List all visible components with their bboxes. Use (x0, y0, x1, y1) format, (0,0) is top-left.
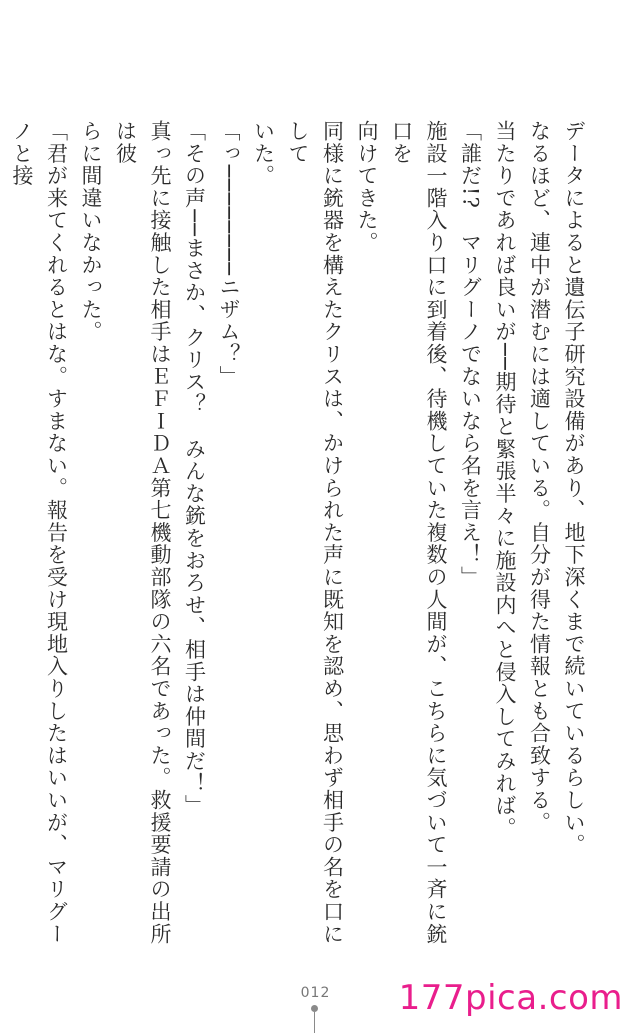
text-line: らに間違いなかった。 (79, 120, 103, 343)
page-number: 012 (300, 985, 331, 1001)
text-line: 「君が来てくれるとはな。すまない。報告を受け現地入りしたはいいが、マリグーノと接 (10, 120, 69, 946)
text-line: いた。 (251, 120, 276, 187)
page-marker-dot (311, 1005, 318, 1012)
text-line: 「その声──まさか、クリス？ みんな銃をおろせ、相手は仲間だ！」 (182, 120, 207, 817)
text-line: 「っ────────ニザム？」 (217, 120, 241, 388)
page-marker-rule (314, 1012, 315, 1033)
vertical-body-text (0, 120, 591, 950)
text-line: データによると遺伝子研究設備があり、地下深くまで続いているらしい。 (562, 120, 586, 856)
text-line: 向けてきた。 (355, 120, 379, 254)
site-watermark: 177pica.com (398, 978, 623, 1018)
text-line: 同様に銃器を構えたクリスは、かけられた声に既知を認め、思わず相手の名を口にして (286, 120, 345, 946)
text-line: 真っ先に接触した相手はＥＦＩＤＡ第七機動部隊の六名であった。救援要請の出所は彼 (113, 120, 172, 946)
text-line: 施設一階入り口に到着後、待機していた複数の人間が、こちらに気づいて一斉に銃口を (389, 120, 448, 946)
text-line: 「誰だ!? マリグーノでないなら名を言え！」 (458, 120, 483, 589)
text-line (0, 120, 5, 950)
text-line: なるほど、連中が潜むには適している。自分が得た情報とも合致する。 (527, 120, 552, 834)
text-line: 当たりであれば良いが──期待と緊張半々に施設内へと侵入してみれば。 (493, 120, 517, 840)
